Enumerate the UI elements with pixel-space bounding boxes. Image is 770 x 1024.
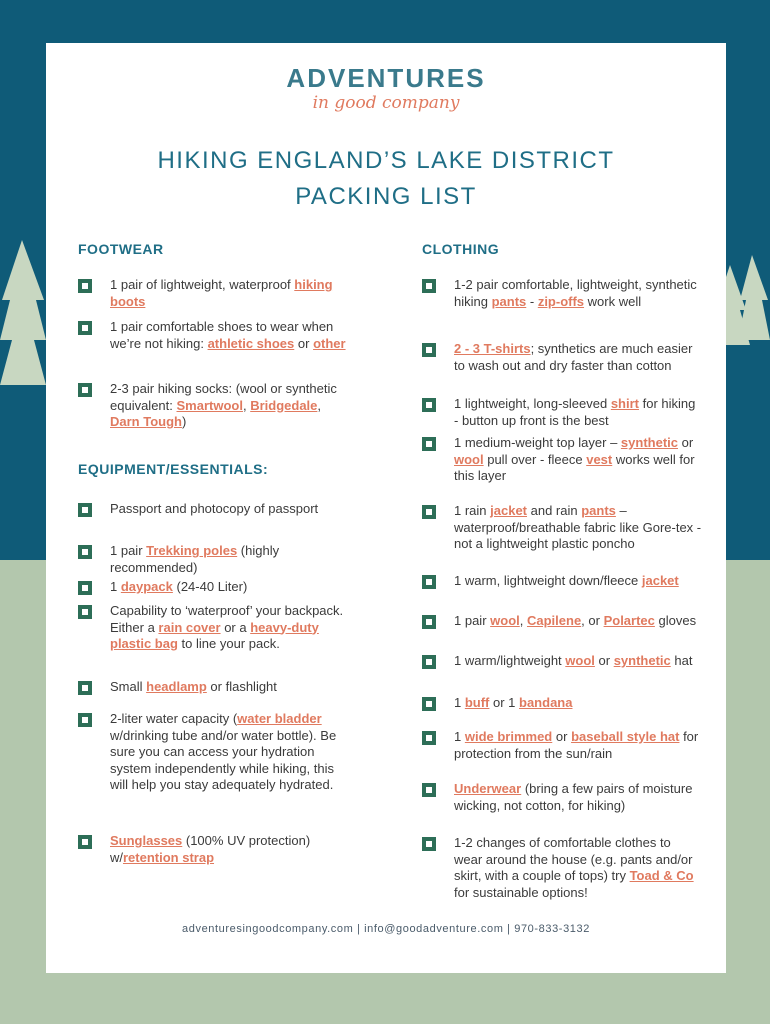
page-title-line-1: HIKING ENGLAND’S LAKE DISTRICT xyxy=(157,147,615,174)
item-text: Capability to ‘waterproof’ your backpack. Either a xyxy=(110,603,344,635)
checkbox[interactable] xyxy=(78,321,92,335)
checkbox[interactable] xyxy=(422,343,436,357)
checkbox[interactable] xyxy=(78,279,92,293)
product-link[interactable]: wool xyxy=(565,653,595,668)
checkbox[interactable] xyxy=(422,615,436,629)
footwear-item-text xyxy=(110,381,348,431)
equipment-item-text xyxy=(110,501,348,518)
item-text: 1 warm, lightweight down/fleece xyxy=(454,573,642,588)
product-link[interactable]: synthetic xyxy=(620,435,678,450)
product-link[interactable]: Capilene xyxy=(526,613,582,628)
product-link[interactable]: rain cover xyxy=(158,619,221,635)
checkbox[interactable] xyxy=(78,681,92,695)
product-link[interactable]: synthetic xyxy=(613,653,671,668)
item-text: 1 pair of lightweight, waterproof xyxy=(110,277,295,292)
item-text: – waterproof/breathable fabric like Gore-tex - not a lightweight plastic poncho xyxy=(454,503,702,551)
checkbox[interactable] xyxy=(422,731,436,745)
item-text: , xyxy=(519,613,527,628)
item-text: or flashlight xyxy=(206,679,277,694)
item-text: , or xyxy=(581,613,604,628)
item-text: (100% UV protection) w/ xyxy=(110,833,311,865)
product-link[interactable]: headlamp xyxy=(146,679,207,694)
product-link[interactable]: jacket xyxy=(490,503,528,518)
product-link[interactable]: wool xyxy=(490,613,520,628)
item-text: gloves xyxy=(654,613,697,628)
packing-list-page xyxy=(46,43,726,973)
product-link[interactable]: bandana xyxy=(519,695,573,710)
item-text: or xyxy=(678,435,694,450)
item-text: 1-2 pair comfortable, lightweight, synthetic hiking xyxy=(454,277,697,309)
product-link[interactable]: other xyxy=(313,335,346,351)
item-text: 2-3 pair hiking socks: (wool or synthetic equivalent: xyxy=(110,381,337,413)
item-text: works well for this layer xyxy=(454,451,695,483)
product-link[interactable]: wool xyxy=(454,451,484,467)
brand-tagline: in good company xyxy=(312,93,460,113)
product-link[interactable]: Trekking poles xyxy=(146,543,238,558)
product-link[interactable]: shirt xyxy=(610,396,639,411)
checkbox[interactable] xyxy=(422,279,436,293)
checkbox[interactable] xyxy=(422,655,436,669)
item-text: hat xyxy=(670,653,693,668)
clothing-item-text xyxy=(454,503,702,553)
item-text: , xyxy=(242,397,251,413)
product-link[interactable]: hiking boots xyxy=(110,277,333,309)
product-link[interactable]: heavy-duty plastic bag xyxy=(110,619,319,651)
checkbox[interactable] xyxy=(78,605,92,619)
product-link[interactable]: retention strap xyxy=(123,849,215,865)
checkbox[interactable] xyxy=(422,697,436,711)
equipment-item-text xyxy=(110,711,348,794)
checkbox[interactable] xyxy=(422,837,436,851)
equipment-item-text xyxy=(110,579,348,596)
right-column xyxy=(422,241,702,900)
product-link[interactable]: wide brimmed xyxy=(464,729,553,744)
item-text: 1 xyxy=(110,579,121,594)
footwear-item-text xyxy=(110,319,348,352)
checkbox[interactable] xyxy=(422,398,436,412)
item-text: for sustainable options! xyxy=(454,884,588,900)
product-link[interactable]: Underwear xyxy=(454,781,522,796)
checkbox[interactable] xyxy=(78,503,92,517)
item-text: or a xyxy=(220,619,251,635)
product-link[interactable]: zip-offs xyxy=(537,293,585,309)
equipment-heading: EQUIPMENT/ESSENTIALS: xyxy=(78,461,269,477)
clothing-item-text xyxy=(454,781,702,814)
item-text: or 1 xyxy=(489,695,520,710)
clothing-item-text xyxy=(454,835,702,901)
equipment-item-text xyxy=(110,543,348,576)
item-text: pull over - fleece xyxy=(483,451,587,467)
clothing-item-text xyxy=(454,653,702,670)
item-text: ; synthetics are much easier to wash out and dry faster than cotton xyxy=(454,341,693,373)
item-text: - xyxy=(526,293,538,309)
contact-footer: adventuresingoodcompany.com | info@goodadventure.com | 970-833-3132 xyxy=(182,923,590,935)
equipment-item-text xyxy=(110,833,348,866)
checkbox[interactable] xyxy=(78,383,92,397)
brand-logo: ADVENTURES xyxy=(286,63,486,93)
checkbox[interactable] xyxy=(422,783,436,797)
product-link[interactable]: jacket xyxy=(641,573,679,588)
product-link[interactable]: Polartec xyxy=(603,613,655,628)
checkbox[interactable] xyxy=(78,713,92,727)
item-text: Small xyxy=(110,679,147,694)
item-text: , xyxy=(317,397,322,413)
item-text: to line your pack. xyxy=(177,636,280,651)
item-text: 1 lightweight, long-sleeved xyxy=(454,396,611,411)
item-text: 1 xyxy=(454,729,465,744)
product-link[interactable]: 2 - 3 T-shirts xyxy=(454,341,531,356)
checkbox[interactable] xyxy=(78,581,92,595)
product-link[interactable]: pants xyxy=(581,503,616,518)
item-text: for protection from the sun/rain xyxy=(454,729,699,761)
item-text: w/drinking tube and/or water bottle). Be sure you can access your hydration system independently while hiking, this will help you stay adequately hydrated. xyxy=(110,727,337,792)
footwear-item-text xyxy=(110,277,348,310)
product-link[interactable]: athletic shoes xyxy=(207,335,295,351)
product-link[interactable]: buff xyxy=(464,695,490,710)
item-text: or xyxy=(294,335,314,351)
product-link[interactable]: Bridgedale xyxy=(250,397,318,413)
item-text: 1 warm/lightweight xyxy=(454,653,566,668)
item-text: Passport and photocopy of passport xyxy=(110,501,319,516)
item-text: 1 pair xyxy=(454,613,491,628)
item-text: 1 rain xyxy=(454,503,491,518)
clothing-item-text xyxy=(454,396,702,429)
item-text: or xyxy=(552,729,572,744)
item-text: 1 pair xyxy=(110,543,147,558)
clothing-item-text xyxy=(454,573,702,590)
footwear-heading: FOOTWEAR xyxy=(78,241,164,257)
product-link[interactable]: baseball style hat xyxy=(571,729,680,744)
product-link[interactable]: Darn Tough xyxy=(110,414,182,429)
item-text: 1-2 changes of comfortable clothes to wear around the house (e.g. pants and/or skirt, with a couple of tops) try xyxy=(454,835,693,883)
checkbox[interactable] xyxy=(78,835,92,849)
item-text: (bring a few pairs of moisture wicking, not cotton, for hiking) xyxy=(454,781,693,813)
clothing-item-text xyxy=(454,613,702,630)
equipment-item-text xyxy=(110,679,348,696)
clothing-item-text xyxy=(454,435,702,485)
item-text: 1 medium-weight top layer – xyxy=(454,435,621,450)
item-text: work well xyxy=(584,293,642,309)
product-link[interactable]: water bladder xyxy=(237,711,322,726)
product-link[interactable]: vest xyxy=(586,451,613,467)
equipment-item-text xyxy=(110,603,348,653)
product-link[interactable]: Sunglasses xyxy=(110,833,183,848)
product-link[interactable]: daypack xyxy=(120,579,173,594)
product-link[interactable]: Toad & Co xyxy=(629,868,694,883)
product-link[interactable]: Smartwool xyxy=(176,397,243,413)
item-text: 1 pair comfortable shoes to wear when we’re not hiking: xyxy=(110,319,334,351)
item-text: 1 xyxy=(454,695,465,710)
clothing-item-text xyxy=(454,277,702,310)
checkbox[interactable] xyxy=(422,437,436,451)
item-text: (24-40 Liter) xyxy=(172,579,248,594)
left-column xyxy=(78,241,348,865)
item-text: and rain xyxy=(527,503,582,518)
checkbox[interactable] xyxy=(422,575,436,589)
clothing-item-text xyxy=(454,695,702,712)
item-text: for hiking - button up front is the best xyxy=(454,396,696,428)
product-link[interactable]: pants xyxy=(491,293,527,309)
clothing-item-text xyxy=(454,729,702,762)
clothing-heading: CLOTHING xyxy=(422,241,500,257)
clothing-item-text xyxy=(454,341,702,374)
page-title-line-2: PACKING LIST xyxy=(295,183,477,210)
item-text: or xyxy=(594,653,614,668)
item-text: 2-liter water capacity ( xyxy=(110,711,238,726)
checkbox[interactable] xyxy=(78,545,92,559)
item-text: ) xyxy=(181,414,187,429)
checkbox[interactable] xyxy=(422,505,436,519)
item-text: (highly recommended) xyxy=(110,543,280,575)
